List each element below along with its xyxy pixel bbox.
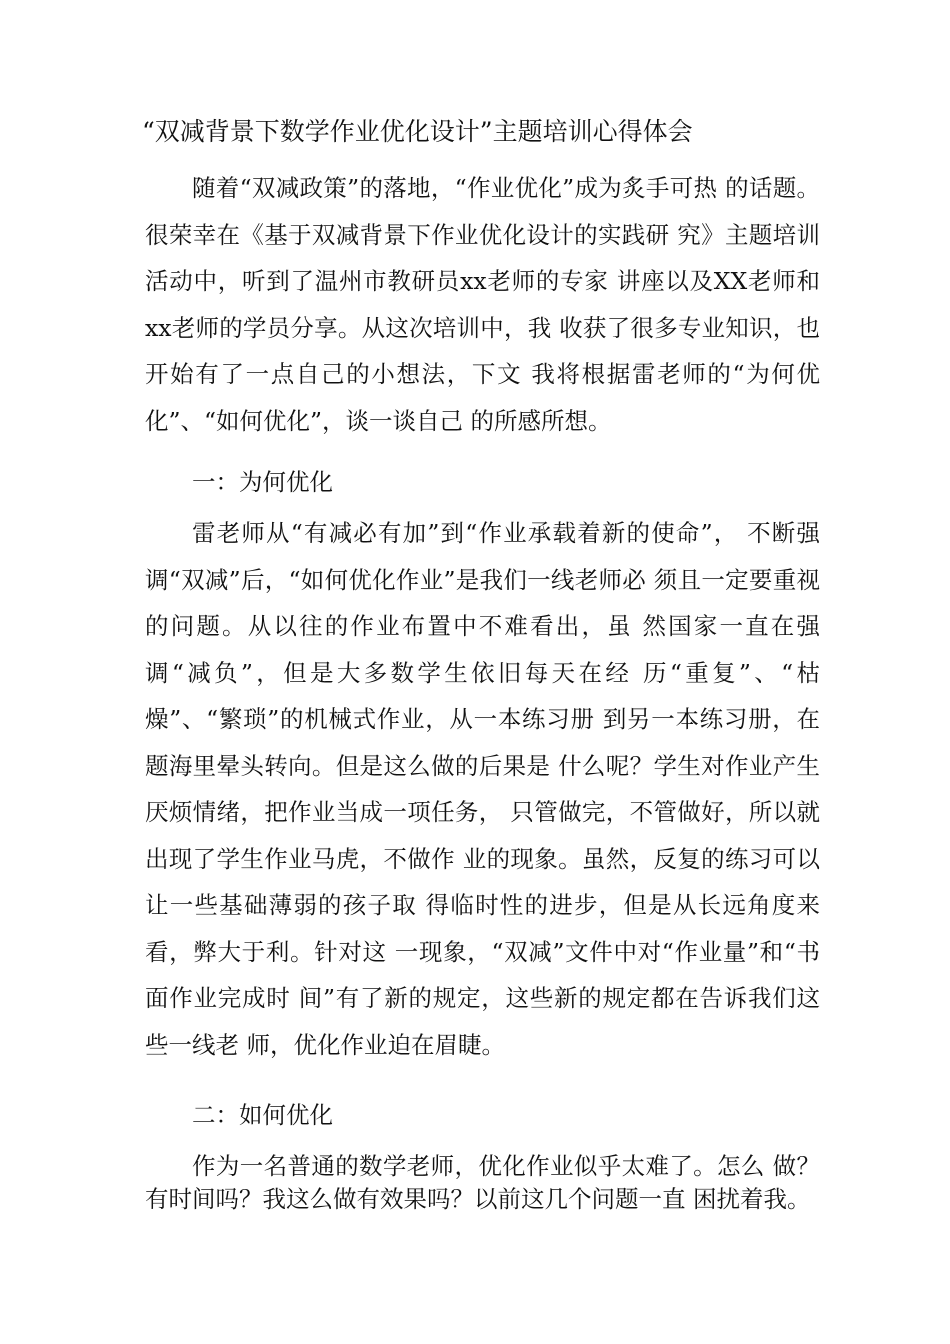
section-body-how-optimize: 作为一名普通的数学老师，优化作业似乎太难了。怎么 做？有时间吗？我这么做有效果吗？以前这几个问题一直 困扰着我。 [145, 1152, 820, 1213]
section-heading-how-optimize: 二：如何优化 [192, 1101, 333, 1129]
section-heading-why-optimize: 一：为何优化 [192, 468, 333, 496]
section-body-why-optimize: 雷老师从“有减必有加”到“作业承载着新的使命”， 不断强调“双减”后，“如何优化作业”是我们一线老师必 须且一定要重视的问题。从以往的作业布置中不难看出，虽 然国家一直在强调“减负”，但是大多数学生依旧每天在经 历“重复”、“枯燥”、“繁琐”的机械式作业，从一本练习册 到另一本练习册，在题海里晕头转向。但是这么做的后果是 什么呢？学生对作业产生厌烦情绪，把作业当成一项任务， 只管做完，不管做好，所以就出现了学生作业马虎，不做作 业的现象。虽然，反复的练习可以让一些基础薄弱的孩子取 得临时性的进步，但是从长远角度来看，弊大于利。针对这 一现象，“双减”文件中对“作业量”和“书面作业完成时 间”有了新的规定，这些新的规定都在告诉我们这些一线老 师，优化作业迫在眉睫。 [145, 519, 820, 1059]
document-title: “双减背景下数学作业优化设计”主题培训心得体会 [142, 117, 693, 146]
intro-paragraph: 随着“双减政策”的落地，“作业优化”成为炙手可热 的话题。很荣幸在《基于双减背景下作业优化设计的实践研 究》主题培训活动中，听到了温州市教研员xx老师的专家 讲座以及XX老师和xx老师的学员分享。从这次培训中，我 收获了很多专业知识，也开始有了一点自己的小想法，下文 我将根据雷老师的“为何优化”、“如何优化”，谈一谈自己 的所感所想。 [145, 174, 820, 435]
